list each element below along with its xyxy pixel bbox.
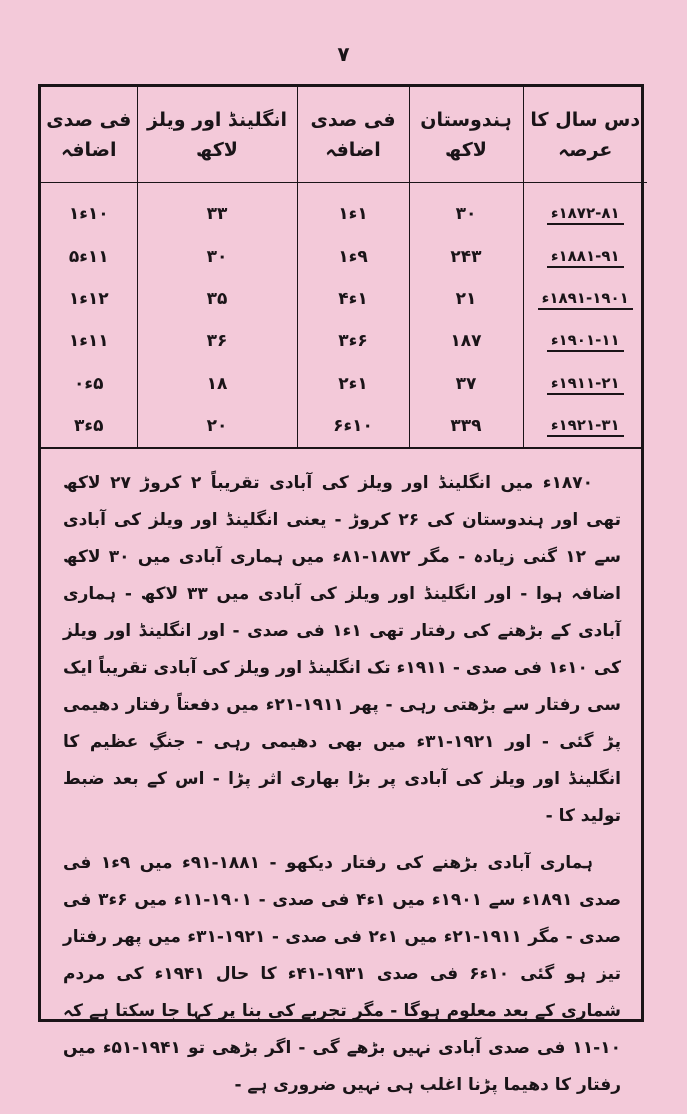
- cell-england-pct: ۱۰ء۱: [68, 204, 109, 225]
- cell-india: ۳۷: [409, 363, 523, 405]
- header-india-pct: فی صدی اضافہ: [297, 87, 409, 183]
- paragraph-2: ہماری آبادی بڑھنے کی رفتار دیکھو - ۱۸۸۱-۹۱ء میں ۹ء۱ فی صدی ۱۸۹۱ء سے ۱۹۰۱ء میں ۱ء۴ فی صدی - ۱۹۰۱-۱۱ء میں ۶ء۳ فی صدی - مگر ۱۹۱۱-۲۱ء میں ۱ء۲ فی صدی - ۱۹۲۱-۳۱ء میں پھر رفتار تیز ہو گئی ۱۰ء۶ فی صدی ۱۹۳۱-۴۱ء کا حال ۱۹۴۱ء کی مردم شماری کے بعد معلوم ہوگا - مگر تجربے کی بنا پر کہا جا سکتا ہے کہ ۱۰-۱۱ فی صدی آبادی نہیں بڑھے گی - اگر بڑھی تو ۱۹۴۱-۵۱ء میں رفتار کا دھیما پڑنا اغلب ہی نہیں ضروری ہے -: [63, 853, 622, 1095]
- content-frame: [38, 84, 644, 1095]
- cell-england: ۳۶: [137, 320, 297, 362]
- cell-period: ۱۹۲۱-۳۱ء: [523, 405, 647, 447]
- cell-england: ۳۵: [137, 278, 297, 320]
- population-table: [41, 87, 647, 447]
- cell-india: ۲۴۳: [409, 236, 523, 278]
- table-row: [41, 363, 647, 405]
- table-row: [41, 320, 647, 362]
- cell-period: ۱۸۸۱-۹۱ء: [523, 236, 647, 278]
- cell-period: ۱۸۹۱-۱۹۰۱ء: [523, 278, 647, 320]
- paragraph-1: ۱۸۷۰ء میں انگلینڈ اور ویلز کی آبادی تقریباً ۲ کروڑ ۲۷ لاکھ تھی اور ہندوستان کی ۲۶ کروڑ - یعنی انگلینڈ اور ویلز کی آبادی سے ۱۲ گنی زیادہ - مگر ۱۸۷۲-۸۱ء میں ہماری آبادی میں ۳۰ لاکھ اضافہ ہوا - اور انگلینڈ اور ویلز کی آبادی میں ۳۳ لاکھ - ہماری آبادی کے بڑھنے کی رفتار تھی ۱ء۱ فی صدی - اور انگلینڈ اور ویلز کی ۱۰ء۱ فی صدی - ۱۹۱۱ء تک انگلینڈ اور ویلز کی آبادی تقریباً ایک سی رفتار سے بڑھتی رہی - پھر ۱۹۱۱-۲۱ء میں دفعتاً رفتار دھیمی پڑ گئی - اور ۱۹۲۱-۳۱ء میں بھی دھیمی رہی - جنگِ عظیم کا انگلینڈ اور ویلز کی آبادی پر بڑا بھاری اثر پڑا - اس کے بعد ضبط تولید کا -: [63, 473, 621, 826]
- section-divider: [41, 447, 641, 449]
- cell-period: ۱۹۰۱-۱۱ء: [523, 320, 647, 362]
- cell-india-pct: ۱۰ء۶: [297, 405, 409, 447]
- cell-england-pct: ۱۲ء۱: [68, 289, 109, 310]
- cell-period: ۱۹۱۱-۲۱ء: [523, 363, 647, 405]
- table-header-row: [41, 87, 647, 183]
- table-row: [41, 405, 647, 447]
- cell-england: ۱۸: [137, 363, 297, 405]
- cell-india-pct: ۱ء۲: [297, 363, 409, 405]
- cell-india: ۱۸۷: [409, 320, 523, 362]
- cell-india-pct: ۱ء۴: [297, 278, 409, 320]
- cell-india: ۳۳۹: [409, 405, 523, 447]
- cell-england-pct: ۱۱ء۵: [68, 246, 109, 267]
- page-number: ۷: [337, 42, 350, 66]
- cell-england-pct: ۵ء۰: [74, 373, 104, 394]
- cell-england-pct: ۱۱ء۱: [68, 331, 109, 352]
- cell-india-pct: ۶ء۳: [297, 320, 409, 362]
- cell-india: ۲۱: [409, 278, 523, 320]
- body-text: [63, 465, 621, 1114]
- cell-india: ۳۰: [409, 183, 523, 236]
- header-period: دس سال کا عرصہ: [523, 87, 647, 183]
- table-row: [41, 183, 647, 236]
- header-england-pct: فی صدی اضافہ: [41, 87, 137, 183]
- cell-india-pct: ۹ء۱: [297, 236, 409, 278]
- table-row: [41, 236, 647, 278]
- header-england: انگلینڈ اور ویلز لاکھ: [137, 87, 297, 183]
- cell-india-pct: ۱ء۱: [297, 183, 409, 236]
- cell-period: ۱۸۷۲-۸۱ء: [523, 183, 647, 236]
- header-india: ہندوستان لاکھ: [409, 87, 523, 183]
- cell-england: ۳۳: [137, 183, 297, 236]
- cell-england-pct: ۵ء۳: [74, 415, 104, 436]
- table-row: [41, 278, 647, 320]
- cell-england: ۲۰: [137, 405, 297, 447]
- cell-england: ۳۰: [137, 236, 297, 278]
